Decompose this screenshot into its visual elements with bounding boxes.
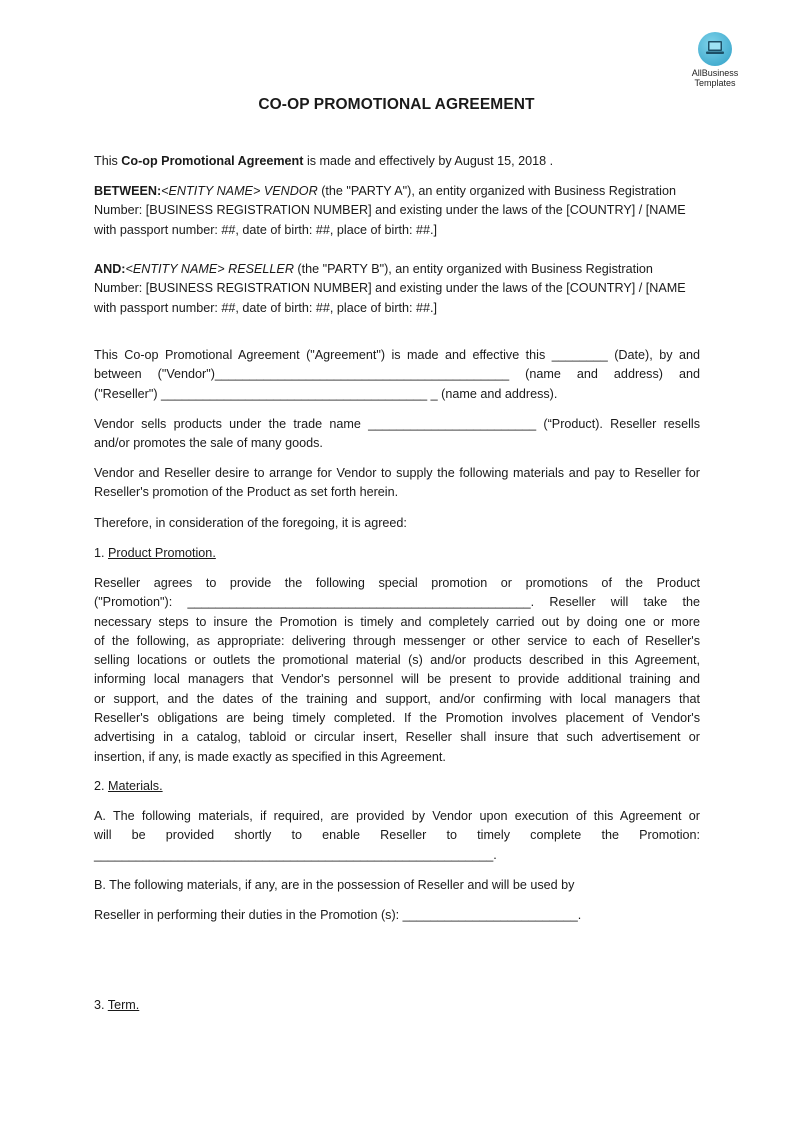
party-b-paragraph: [94, 260, 700, 318]
promotion-line: advertising in a catalog, tabloid or circular insert, Reseller shall insure that such advertisement or: [94, 730, 700, 745]
party-b-label: AND:: [94, 262, 126, 276]
intro-paragraph: [94, 152, 700, 171]
party-a-line3: with passport number: ##, date of birth: ##, place of birth: ##.]: [94, 222, 438, 237]
agreement-paragraph: [94, 346, 700, 404]
party-b-line2: Number: [BUSINESS REGISTRATION NUMBER] and existing under the laws of the [COUNTRY] / [NAME: [94, 281, 686, 296]
promotion-line: Reseller agrees to provide the following special promotion or promotions of the Product: [94, 576, 700, 590]
laptop-icon: [698, 32, 732, 66]
promotion-line: Reseller's obligations are being timely completed. If the Promotion involves placement of Vendor's: [94, 711, 700, 726]
agreement-line3: ("Reseller") ______________________________________ _ (name and address).: [94, 386, 558, 401]
materials-a-line2: will be provided shortly to enable Reseller to timely complete the Promotion:: [94, 828, 700, 843]
promotion-line: necessary steps to insure the Promotion is timely and completely carried out by doing one or more: [94, 614, 700, 629]
materials-a-line1: A. The following materials, if required, are provided by Vendor upon execution of this Agreement or: [94, 809, 700, 823]
vendor-paragraph: Vendor sells products under the trade name ________________________ (“Product). Reseller resells and/or promotes the sale of many goods.: [94, 417, 700, 451]
party-b-line3: with passport number: ##, date of birth: ##, place of birth: ##.]: [94, 300, 438, 315]
page-title: CO-OP PROMOTIONAL AGREEMENT: [258, 96, 535, 113]
intro-date-text: is made and effectively by August 15, 2018 .: [303, 154, 554, 168]
section-3-number: 3.: [94, 998, 108, 1012]
party-b-line1: (the "PARTY B"), an entity organized with Business Registration: [293, 262, 653, 276]
party-a-label: BETWEEN:: [94, 184, 162, 198]
party-a-paragraph: [94, 182, 700, 240]
promotion-line: informing local managers that Vendor's personnel will be present to provide additional training and: [94, 672, 700, 687]
agreement-line2: between ("Vendor")__________________________________________ (name and address) and: [94, 367, 700, 382]
party-a-line2: Number: [BUSINESS REGISTRATION NUMBER] and existing under the laws of the [COUNTRY] / [NAME: [94, 203, 686, 218]
intro-text: This: [94, 154, 122, 168]
section-1-title: Product Promotion.: [108, 546, 216, 560]
agreement-line1: This Co-op Promotional Agreement ("Agreement") is made and effective this ________ (Date), by and: [94, 348, 700, 362]
materials-a-line3: _________________________________________________________.: [94, 847, 497, 862]
party-a-line1: (the "PARTY A"), an entity organized with Business Registration: [317, 184, 676, 198]
party-a-entity: <ENTITY NAME> VENDOR: [161, 184, 318, 198]
logo-text-line1: AllBusiness: [691, 68, 739, 78]
promotion-line: ("Promotion"): _________________________________________________. Reseller will take the: [94, 595, 700, 610]
promotion-line: insertion, if any, is made exactly as specified in this Agreement.: [94, 749, 446, 764]
section-1-heading: [94, 544, 700, 563]
logo: [682, 32, 748, 88]
agreement-name: Co-op Promotional Agreement: [121, 154, 304, 168]
desire-paragraph: Vendor and Reseller desire to arrange for Vendor to supply the following materials and pay to Reseller for Reseller's promotion of the Product as set forth herein.: [94, 466, 700, 500]
promotion-line: selling locations or outlets the promotional material (s) and/or products described in this Agreement,: [94, 653, 700, 668]
materials-b-continued: Reseller in performing their duties in the Promotion (s): _________________________.: [94, 908, 582, 922]
promotion-paragraph: [94, 574, 700, 767]
section-2-number: 2.: [94, 779, 109, 793]
logo-text-line2: Templates: [694, 78, 736, 88]
promotion-line: of the following, as appropriate: delivering through messenger or other service to each of Reseller's: [94, 633, 700, 648]
materials-a-paragraph: [94, 807, 700, 865]
section-1-number: 1.: [94, 546, 109, 560]
section-3-heading: [94, 996, 700, 1015]
section-2-title: Materials.: [108, 779, 163, 793]
section-2-heading: [94, 777, 700, 796]
promotion-line: or support, and the dates of the training and support, and/or confirming with local managers that: [94, 691, 700, 706]
materials-b-paragraph: B. The following materials, if any, are in the possession of Reseller and will be used by: [94, 878, 575, 892]
section-3-title: Term.: [107, 998, 140, 1012]
party-b-entity: <ENTITY NAME> RESELLER: [125, 262, 294, 276]
therefore-paragraph: Therefore, in consideration of the foregoing, it is agreed:: [94, 516, 407, 530]
